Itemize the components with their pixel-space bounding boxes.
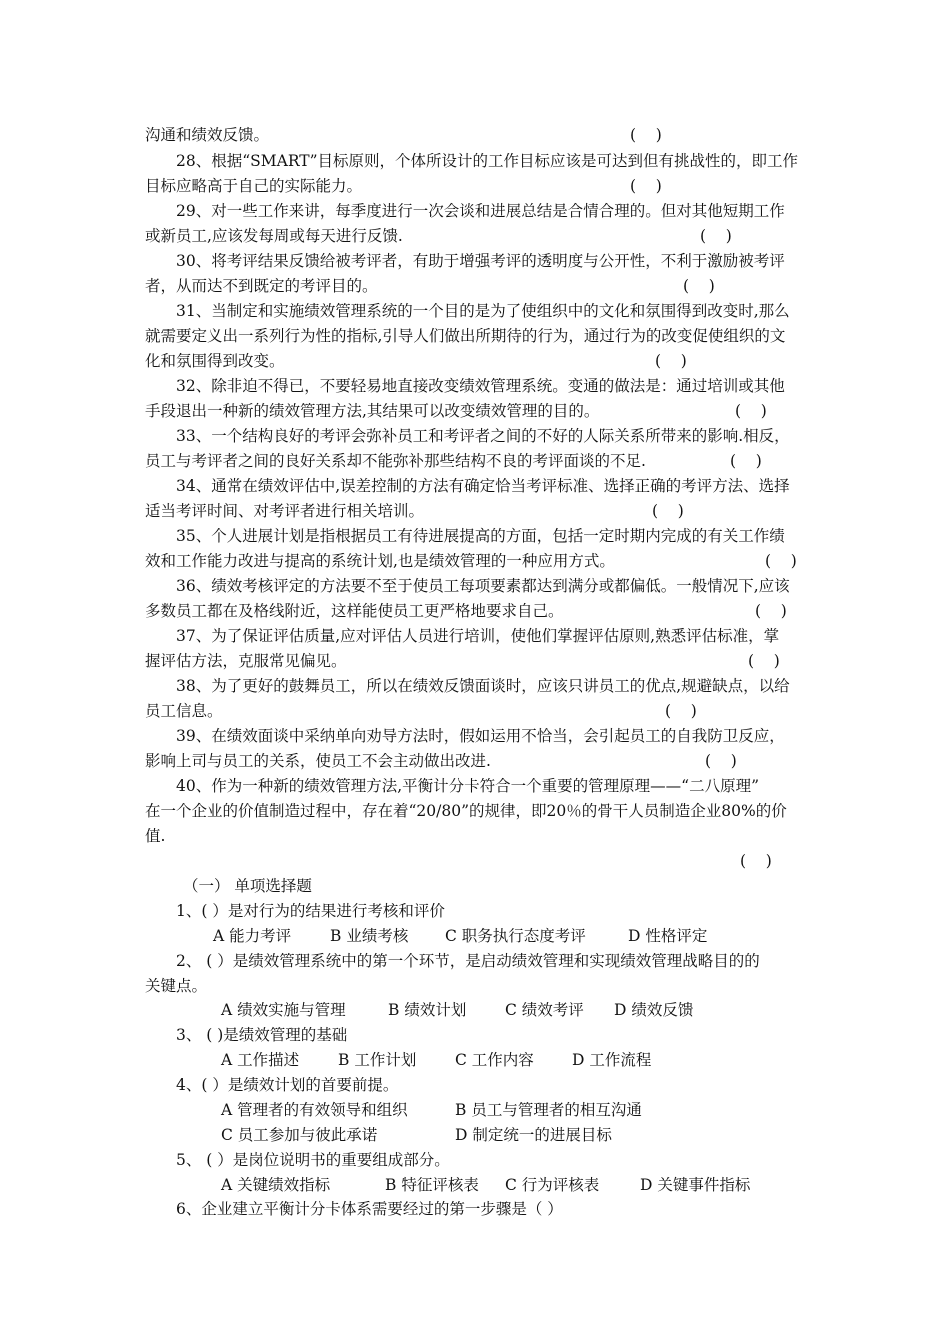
answer-blank[interactable]: ( )	[755, 602, 787, 620]
question-37-line1: 37、为了保证评估质量,应对评估人员进行培训，使他们掌握评估原则,熟悉评估标准，掌	[176, 627, 780, 645]
question-33-line2: 员工与考评者之间的良好关系却不能弥补那些结构不良的考评面谈的不足.	[145, 452, 646, 470]
answer-blank[interactable]: ( )	[740, 852, 772, 870]
answer-blank[interactable]: ( )	[630, 126, 662, 144]
question-39-line2: 影响上司与员工的关系，使员工不会主动做出改进.	[145, 752, 491, 770]
question-31-line1: 31、当制定和实施绩效管理系统的一个目的是为了使组织中的文化和氛围得到改变时,那么	[176, 302, 790, 320]
question-31-line2: 就需要定义出一系列行为性的指标,引导人们做出所期待的行为，通过行为的改变促使组织的文	[145, 327, 786, 345]
question-5: 5、 ( ）是岗位说明书的重要组成部分。	[176, 1151, 450, 1169]
option-d[interactable]: D 关键事件指标	[640, 1176, 751, 1194]
option-b[interactable]: B 员工与管理者的相互沟通	[455, 1101, 642, 1119]
question-34-line1: 34、通常在绩效评估中,误差控制的方法有确定恰当考评标准、选择正确的考评方法、选择	[176, 477, 790, 495]
question-37-line2: 握评估方法，克服常见偏见。	[145, 652, 347, 670]
question-33-line1: 33、一个结构良好的考评会弥补员工和考评者之间的不好的人际关系所带来的影响.相反，	[176, 427, 790, 445]
question-29-line1: 29、对一些工作来讲，每季度进行一次会谈和进展总结是合情合理的。但对其他短期工作	[176, 202, 785, 220]
option-a[interactable]: A 管理者的有效领导和组织	[221, 1101, 408, 1119]
option-c[interactable]: C 职务执行态度考评	[445, 927, 586, 945]
option-c[interactable]: C 员工参加与彼此承诺	[221, 1126, 378, 1144]
option-a[interactable]: A 工作描述	[221, 1051, 300, 1069]
option-c[interactable]: C 绩效考评	[505, 1001, 584, 1019]
option-b[interactable]: B 工作计划	[338, 1051, 417, 1069]
question-36-line1: 36、绩效考核评定的方法要不至于使员工每项要素都达到满分或都偏低。一般情况下,应该	[176, 577, 790, 595]
option-b[interactable]: B 业绩考核	[330, 927, 409, 945]
option-a[interactable]: A 能力考评	[213, 927, 292, 945]
answer-blank[interactable]: ( )	[683, 277, 715, 295]
question-35-line1: 35、个人进展计划是指根据员工有待进展提高的方面，包括一定时期内完成的有关工作绩	[176, 527, 785, 545]
answer-blank[interactable]: ( )	[630, 177, 662, 195]
tf-line-continuation: 沟通和绩效反馈。	[145, 126, 270, 144]
question-29-line2: 或新员工,应该发每周或每天进行反馈.	[145, 227, 403, 245]
answer-blank[interactable]: ( )	[700, 227, 732, 245]
answer-blank[interactable]: ( )	[652, 502, 684, 520]
option-d[interactable]: D 工作流程	[572, 1051, 652, 1069]
question-2-line1: 2、 ( ）是绩效管理系统中的第一个环节，是启动绩效管理和实现绩效管理战略目的的	[176, 952, 760, 970]
option-a[interactable]: A 绩效实施与管理	[221, 1001, 346, 1019]
question-31-line3: 化和氛围得到改变。	[145, 352, 285, 370]
question-36-line2: 多数员工都在及格线附近，这样能使员工更严格地要求自己。	[145, 602, 564, 620]
question-2-line2: 关键点。	[145, 977, 208, 995]
question-40-line2: 在一个企业的价值制造过程中，存在着“20/80”的规律，即20％的骨干人员制造企业80%的价	[145, 802, 787, 820]
answer-blank[interactable]: ( )	[735, 402, 767, 420]
option-b[interactable]: B 特征评核表	[385, 1176, 479, 1194]
question-30-line1: 30、将考评结果反馈给被考评者，有助于增强考评的透明度与公开性，不利于激励被考评	[176, 252, 785, 270]
answer-blank[interactable]: ( )	[748, 652, 780, 670]
question-40-line1: 40、作为一种新的绩效管理方法,平衡计分卡符合一个重要的管理原理——“二八原理”	[176, 777, 760, 795]
option-d[interactable]: D 绩效反馈	[614, 1001, 694, 1019]
question-38-line1: 38、为了更好的鼓舞员工，所以在绩效反馈面谈时，应该只讲员工的优点,规避缺点，以给	[176, 677, 790, 695]
question-1: 1、( ）是对行为的结果进行考核和评价	[176, 902, 445, 920]
question-6: 6、企业建立平衡计分卡体系需要经过的第一步骤是（ ）	[176, 1200, 563, 1218]
option-d[interactable]: D 制定统一的进展目标	[455, 1126, 612, 1144]
question-39-line1: 39、在绩效面谈中采纳单向劝导方法时，假如运用不恰当，会引起员工的自我防卫反应，	[176, 727, 785, 745]
option-c[interactable]: C 工作内容	[455, 1051, 534, 1069]
question-34-line2: 适当考评时间、对考评者进行相关培训。	[145, 502, 425, 520]
question-38-line2: 员工信息。	[145, 702, 223, 720]
option-c[interactable]: C 行为评核表	[505, 1176, 600, 1194]
answer-blank[interactable]: ( )	[765, 552, 797, 570]
question-3: 3、 ( )是绩效管理的基础	[176, 1026, 348, 1044]
question-32-line1: 32、除非迫不得已，不要轻易地直接改变绩效管理系统。变通的做法是：通过培训或其他	[176, 377, 785, 395]
question-30-line2: 者，从而达不到既定的考评目的。	[145, 277, 378, 295]
answer-blank[interactable]: ( )	[655, 352, 687, 370]
question-28-line1: 28、根据“SMART”目标原则，个体所设计的工作目标应该是可达到但有挑战性的，即工作	[176, 152, 798, 170]
answer-blank[interactable]: ( )	[730, 452, 762, 470]
question-40-line3: 值.	[145, 827, 166, 845]
option-d[interactable]: D 性格评定	[628, 927, 708, 945]
question-35-line2: 效和工作能力改进与提高的系统计划,也是绩效管理的一种应用方式。	[145, 552, 615, 570]
question-32-line2: 手段退出一种新的绩效管理方法,其结果可以改变绩效管理的目的。	[145, 402, 600, 420]
section-heading: （一） 单项选择题	[183, 877, 312, 895]
option-b[interactable]: B 绩效计划	[388, 1001, 467, 1019]
question-28-line2: 目标应略高于自己的实际能力。	[145, 177, 363, 195]
question-4: 4、( ）是绩效计划的首要前提。	[176, 1076, 399, 1094]
answer-blank[interactable]: ( )	[705, 752, 737, 770]
answer-blank[interactable]: ( )	[665, 702, 697, 720]
option-a[interactable]: A 关键绩效指标	[221, 1176, 331, 1194]
